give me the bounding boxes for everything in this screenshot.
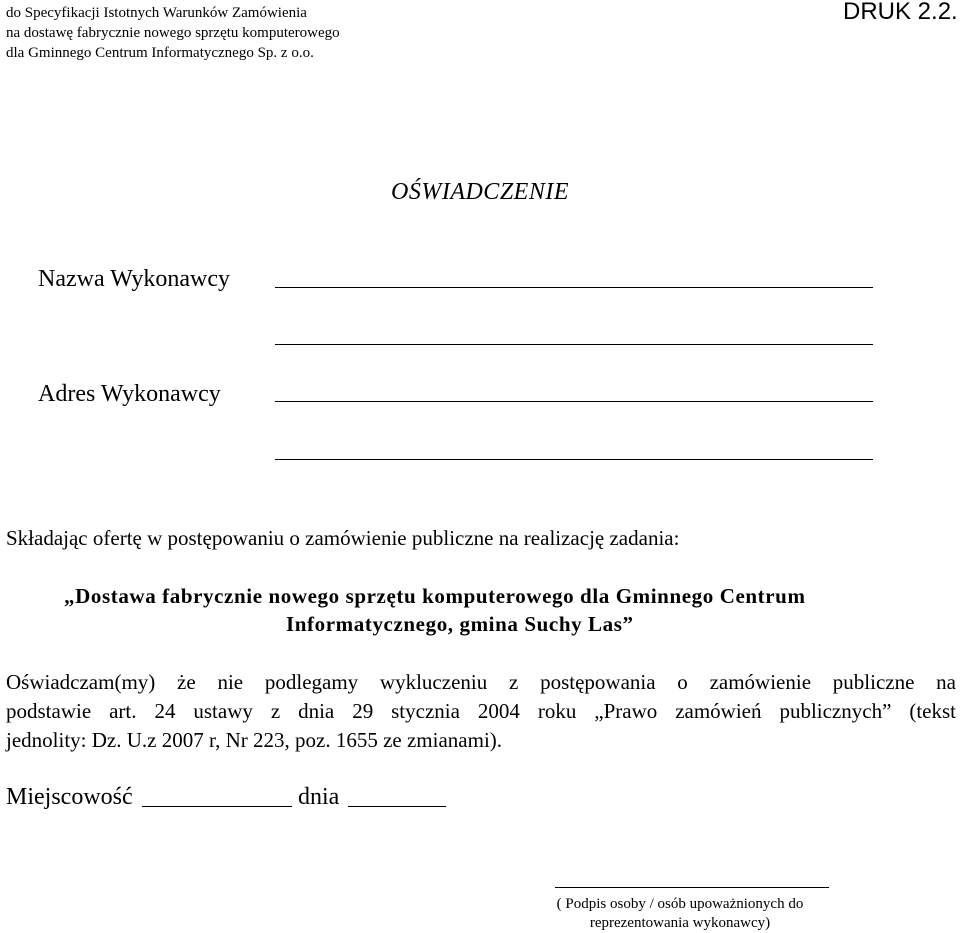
contractor-address-line-2 — [275, 459, 873, 460]
form-number: DRUK 2.2. — [843, 0, 958, 25]
task-title-line-1: „Dostawa fabrycznie nowego sprzętu komputerowego dla Gminnego Centrum — [64, 584, 806, 608]
declaration-line-1: Oświadczam(my) że nie podlegamy wykluczeniu z postępowania o zamówienie publiczne na — [6, 670, 956, 694]
task-title-line-2: Informatycznego, gmina Suchy Las” — [286, 612, 634, 636]
place-line — [142, 806, 292, 807]
page-title: OŚWIADCZENIE — [391, 179, 569, 205]
signature-line — [555, 887, 829, 888]
contractor-address-line-1 — [275, 401, 873, 402]
contractor-name-line-1 — [275, 287, 873, 288]
date-line — [348, 806, 446, 807]
date-label: dnia — [298, 784, 340, 810]
declaration-line-3: jednolity: Dz. U.z 2007 r, Nr 223, poz. 1655 ze zmianami). — [6, 728, 503, 752]
intro-text: Składając ofertę w postępowaniu o zamówienie publiczne na realizację zadania: — [6, 526, 680, 550]
signature-caption-line-2: reprezentowania wykonawcy) — [589, 915, 771, 931]
declaration-line-2: podstawie art. 24 ustawy z dnia 29 stycznia 2004 roku „Prawo zamówień publicznych” (tekst — [6, 699, 956, 723]
contractor-address-label: Adres Wykonawcy — [38, 381, 221, 407]
contractor-name-line-2 — [275, 344, 873, 345]
place-label: Miejscowość — [6, 784, 133, 810]
header-line-1: do Specyfikacji Istotnych Warunków Zamówienia — [6, 5, 307, 21]
signature-caption-line-1: ( Podpis osoby / osób upoważnionych do — [556, 896, 804, 912]
header-line-2: na dostawę fabrycznie nowego sprzętu komputerowego — [6, 25, 340, 41]
header-line-3: dla Gminnego Centrum Informatycznego Sp. z o.o. — [6, 45, 314, 61]
contractor-name-label: Nazwa Wykonawcy — [38, 266, 231, 292]
